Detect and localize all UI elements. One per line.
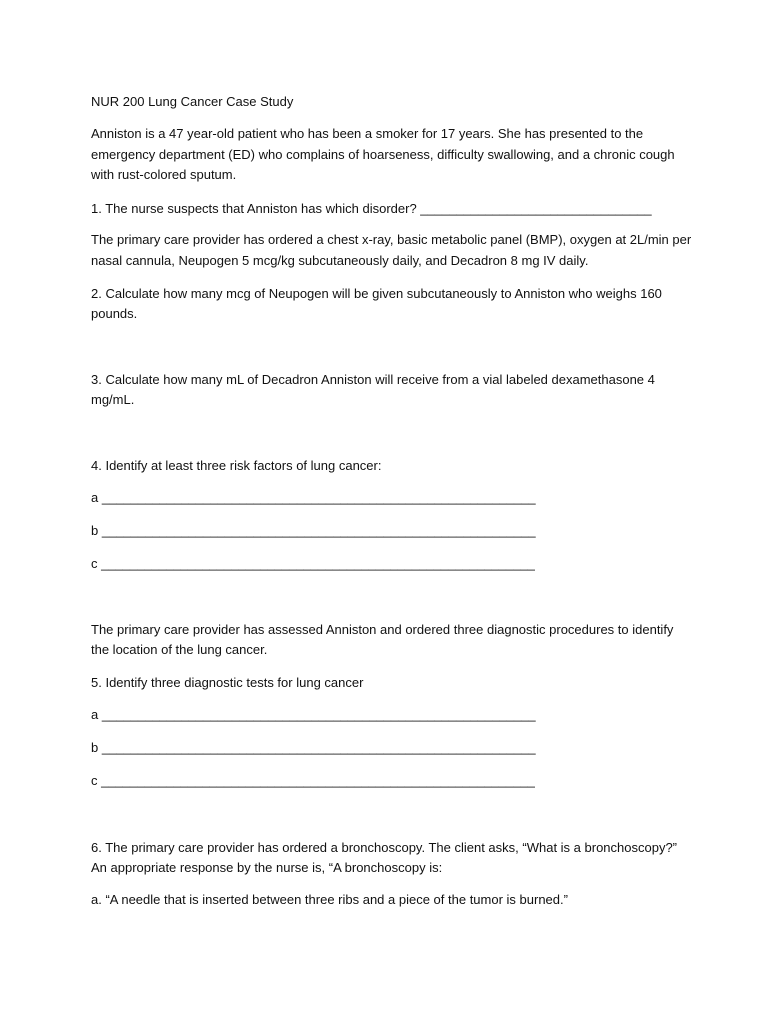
- question-6-line-2: An appropriate response by the nurse is, “A bronchoscopy is:: [91, 860, 443, 875]
- question-4-blank-a: a ____________________________________________________________: [91, 490, 536, 505]
- document-title: NUR 200 Lung Cancer Case Study: [91, 94, 294, 109]
- question-2-line-2: pounds.: [91, 306, 138, 321]
- question-5-blank-a: a ____________________________________________________________: [91, 707, 536, 722]
- question-4-prompt: 4. Identify at least three risk factors of lung cancer:: [91, 458, 382, 473]
- question-4-blank-b: b ____________________________________________________________: [91, 523, 536, 538]
- assessment-line-2: the location of the lung cancer.: [91, 642, 268, 657]
- assessment-line-1: The primary care provider has assessed Anniston and ordered three diagnostic procedures to identify: [91, 622, 674, 637]
- question-6-line-1: 6. The primary care provider has ordered a bronchoscopy. The client asks, “What is a bronchoscopy?”: [91, 840, 678, 855]
- question-3-line-2: mg/mL.: [91, 392, 135, 407]
- question-5-blank-c: c ____________________________________________________________: [91, 773, 535, 788]
- question-4-blank-c: c ____________________________________________________________: [91, 556, 535, 571]
- question-5-blank-b: b ____________________________________________________________: [91, 740, 536, 755]
- intro-line-1: Anniston is a 47 year-old patient who has been a smoker for 17 years. She has presented to the: [91, 126, 644, 141]
- question-1: 1. The nurse suspects that Anniston has which disorder? ________________________________: [91, 201, 652, 216]
- question-3-line-1: 3. Calculate how many mL of Decadron Anniston will receive from a vial labeled dexamethasone 4: [91, 372, 655, 387]
- answer-option-a: a. “A needle that is inserted between three ribs and a piece of the tumor is burned.”: [91, 892, 568, 907]
- intro-line-3: with rust-colored sputum.: [91, 167, 237, 182]
- question-2-line-1: 2. Calculate how many mcg of Neupogen will be given subcutaneously to Anniston who weighs 160: [91, 286, 662, 301]
- orders-line-1: The primary care provider has ordered a chest x-ray, basic metabolic panel (BMP), oxygen at 2L/min per: [91, 232, 692, 247]
- question-5-prompt: 5. Identify three diagnostic tests for lung cancer: [91, 675, 364, 690]
- orders-line-2: nasal cannula, Neupogen 5 mcg/kg subcutaneously daily, and Decadron 8 mg IV daily.: [91, 253, 589, 268]
- intro-line-2: emergency department (ED) who complains of hoarseness, difficulty swallowing, and a chronic cough: [91, 147, 675, 162]
